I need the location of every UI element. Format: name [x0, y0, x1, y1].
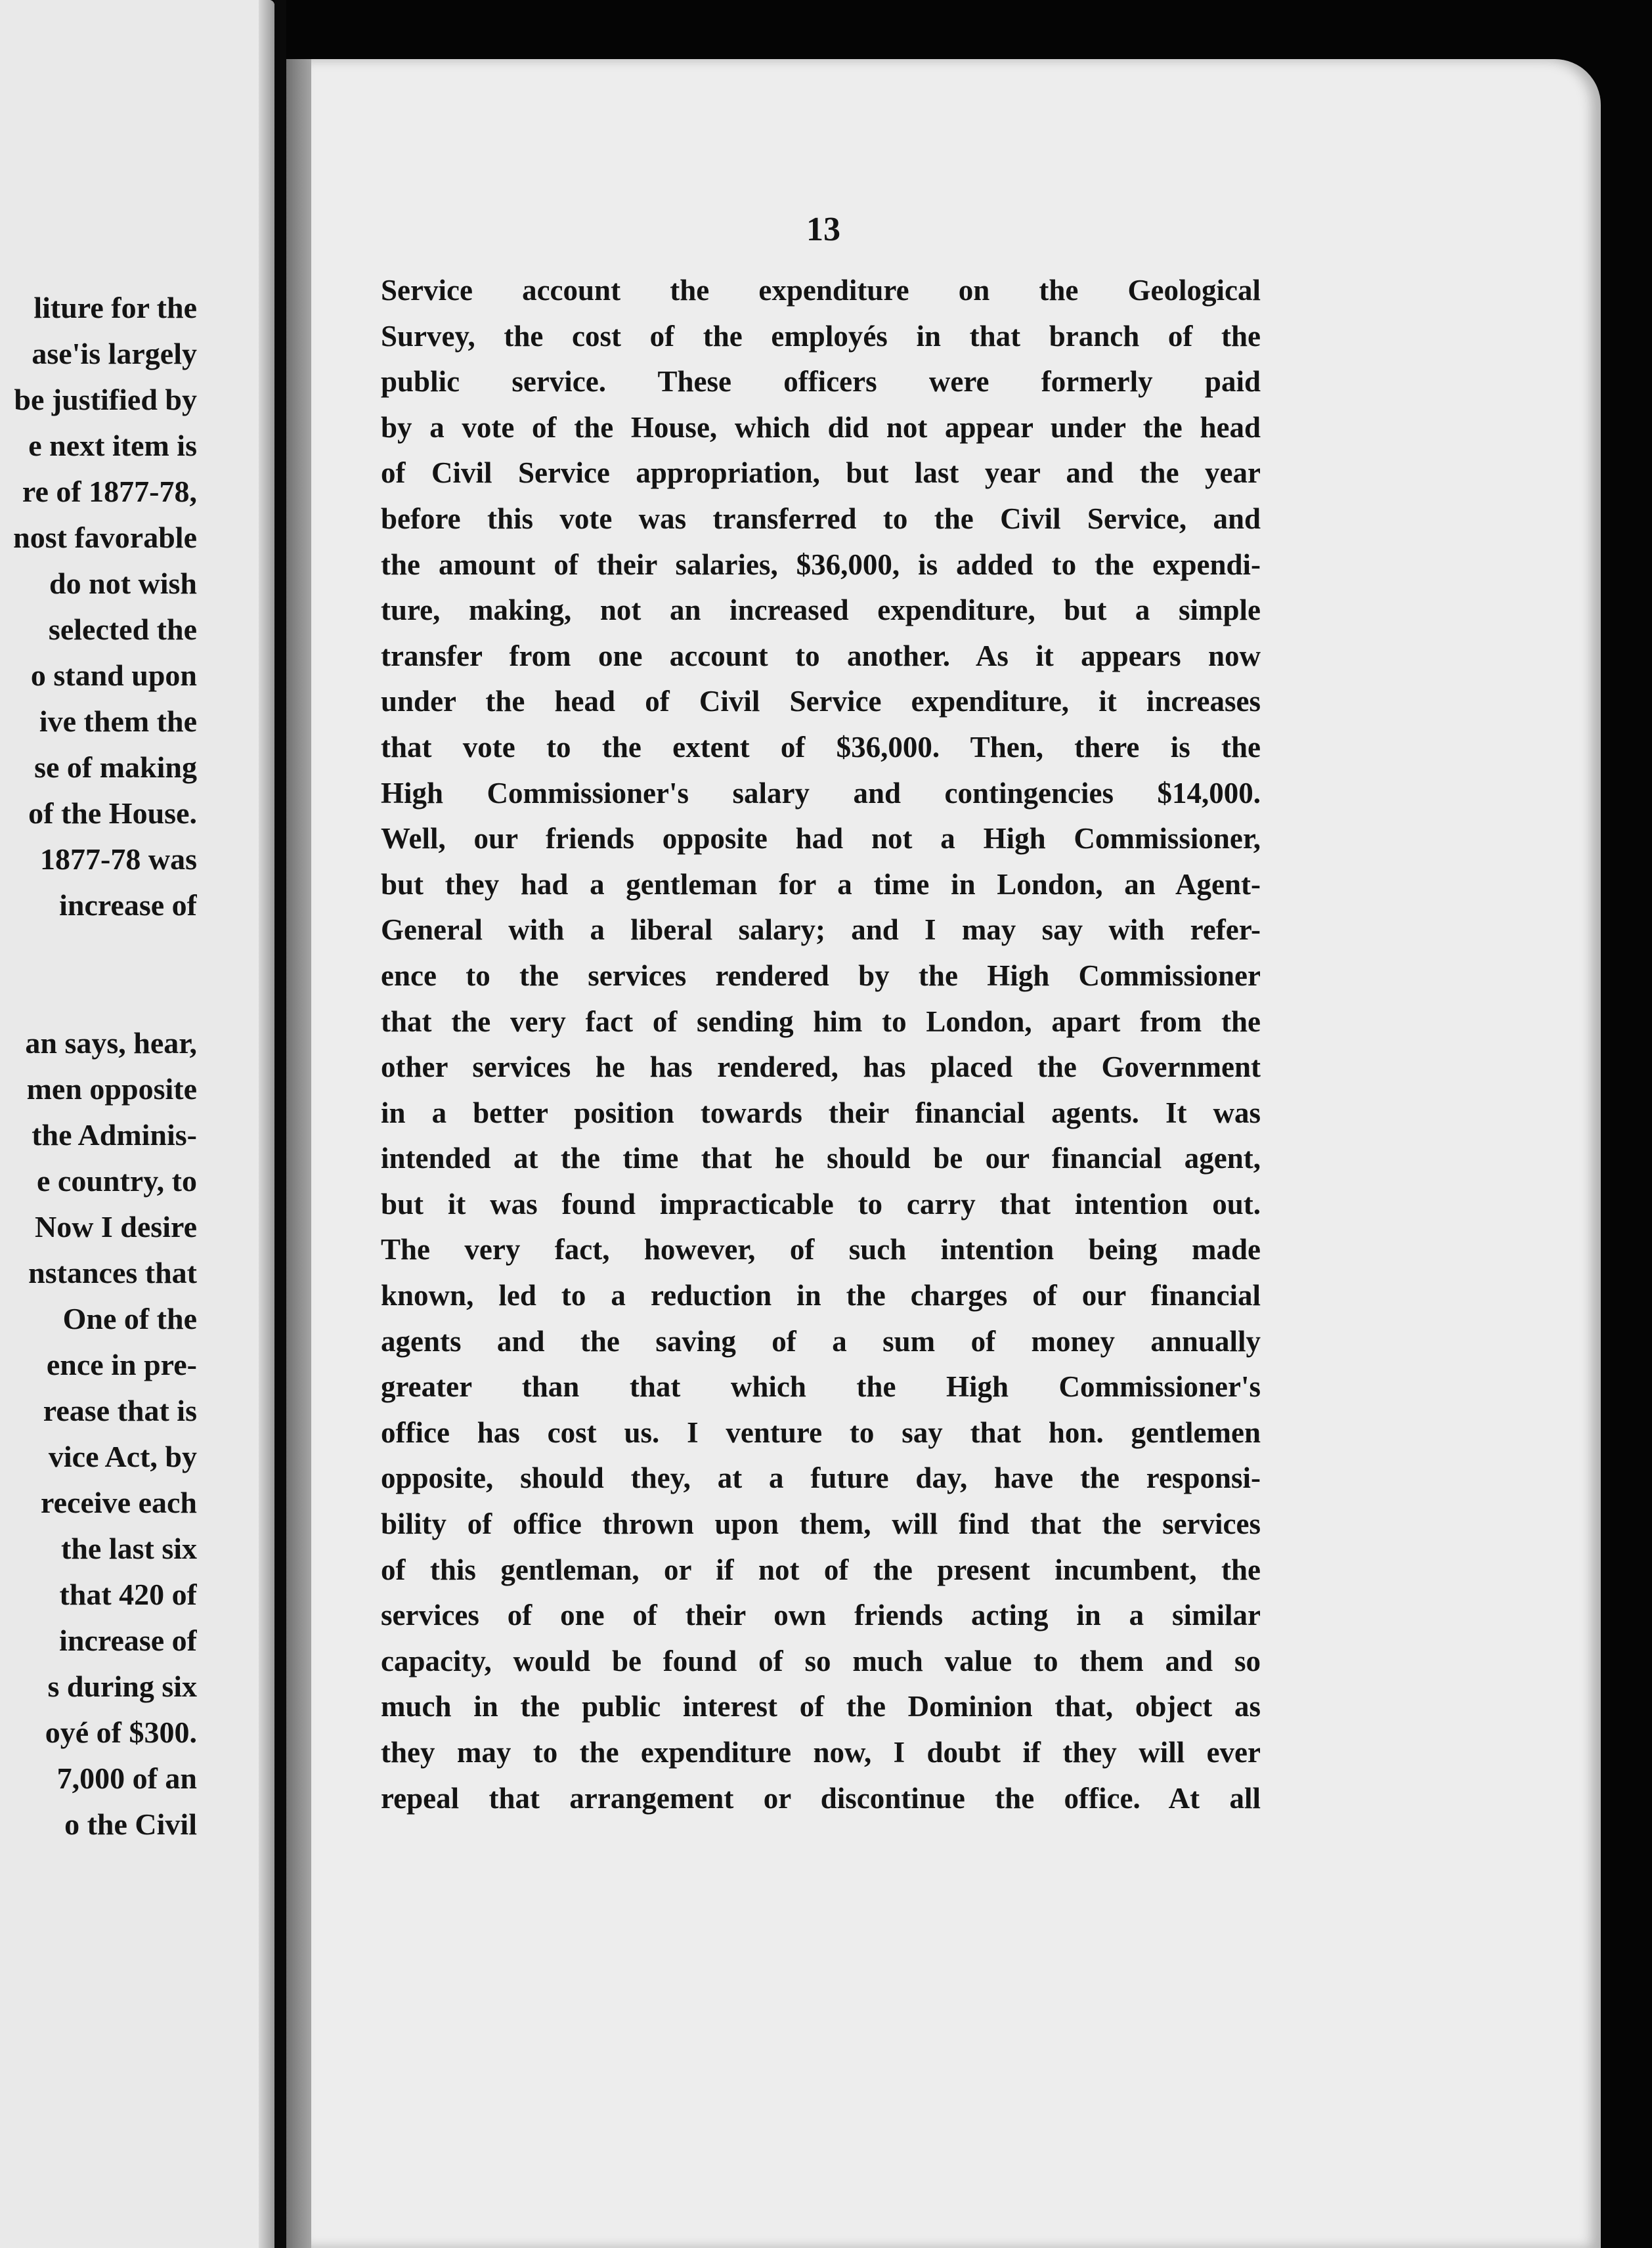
body-line: The very fact, however, of such intention being made: [381, 1233, 1261, 1266]
body-line: transfer from one account to another. As it appears now: [381, 639, 1261, 672]
body-line: greater than that which the High Commissioner's: [381, 1370, 1261, 1404]
body-line: bility of office thrown upon them, will find that the services: [381, 1507, 1261, 1541]
left-page-line: do not wish: [49, 567, 197, 600]
left-page-line: be justified by: [14, 383, 197, 416]
main-page: [311, 59, 1601, 2248]
left-page-line: e next item is: [28, 429, 197, 462]
body-line: but they had a gentleman for a time in London, an Agent-: [381, 867, 1261, 901]
left-page-line: se of making: [34, 750, 197, 784]
binding-strip: [286, 59, 311, 2248]
body-line: General with a liberal salary; and I may say with refer-: [381, 913, 1261, 947]
left-page-line: the last six: [61, 1532, 197, 1565]
left-page-line: oyé of $300.: [45, 1716, 197, 1749]
left-page-line: selected the: [48, 613, 197, 646]
left-page-line: liture for the: [33, 291, 197, 324]
body-line: they may to the expenditure now, I doubt if they will ever: [381, 1736, 1261, 1769]
left-page-line: re of 1877-78,: [22, 475, 197, 508]
body-line: services of one of their own friends acting in a similar: [381, 1599, 1261, 1632]
left-page-line: of the House.: [28, 796, 197, 830]
left-page-line: s during six: [47, 1670, 197, 1703]
body-line: known, led to a reduction in the charges of our financial: [381, 1279, 1261, 1312]
page-number: 13: [806, 211, 840, 248]
left-page-line: the Adminis-: [32, 1118, 197, 1152]
left-page-line: One of the: [62, 1302, 197, 1335]
left-page-line: e country, to: [36, 1164, 197, 1198]
left-page-line: [0, 974, 197, 1020]
body-line: public service. These officers were formerly paid: [381, 365, 1261, 399]
left-page-line: ase'is largely: [32, 337, 197, 370]
left-page-line: rease that is: [43, 1394, 197, 1427]
left-page-line: nstances that: [28, 1256, 197, 1289]
left-page-line: ive them the: [39, 704, 197, 738]
body-line: that vote to the extent of $36,000. Then, there is the: [381, 730, 1261, 764]
left-page-line: increase of: [59, 888, 197, 922]
left-page-text: [0, 285, 197, 1848]
left-page-line: an says, hear,: [25, 1026, 197, 1060]
left-page-line: that 420 of: [59, 1578, 197, 1611]
body-line: of this gentleman, or if not of the present incumbent, the: [381, 1553, 1261, 1586]
left-page-line: 7,000 of an: [56, 1762, 197, 1795]
body-line: Well, our friends opposite had not a High Commissioner,: [381, 822, 1261, 855]
left-page-line: nost favorable: [13, 521, 197, 554]
left-page-line: [0, 928, 197, 974]
left-page-line: increase of: [59, 1624, 197, 1657]
left-page-line: receive each: [41, 1486, 197, 1519]
binding-gap: [274, 0, 286, 2248]
body-line: before this vote was transferred to the Civil Service, and: [381, 502, 1261, 535]
left-page-line: o stand upon: [30, 659, 197, 692]
body-line: in a better position towards their financial agents. It was: [381, 1096, 1261, 1129]
left-page-line: men opposite: [26, 1072, 197, 1106]
body-line: the amount of their salaries, $36,000, is added to the expendi-: [381, 548, 1261, 581]
body-line: much in the public interest of the Dominion that, object as: [381, 1690, 1261, 1723]
left-page-gutter-shadow: [259, 0, 274, 2248]
left-facing-page: [0, 0, 274, 2248]
body-line: under the head of Civil Service expenditure, it increases: [381, 685, 1261, 718]
body-line: repeal that arrangement or discontinue the office. At all: [381, 1781, 1261, 1815]
body-line: High Commissioner's salary and contingencies $14,000.: [381, 776, 1261, 810]
body-line: agents and the saving of a sum of money annually: [381, 1324, 1261, 1358]
body-line: ture, making, not an increased expenditure, but a simple: [381, 594, 1261, 627]
body-line: Service account the expenditure on the Geological: [381, 274, 1261, 307]
body-line: by a vote of the House, which did not appear under the head: [381, 410, 1261, 444]
body-line: other services he has rendered, has placed the Government: [381, 1050, 1261, 1084]
body-line: that the very fact of sending him to London, apart from the: [381, 1005, 1261, 1038]
body-line: ence to the services rendered by the High Commissioner: [381, 959, 1261, 992]
body-line: intended at the time that he should be our financial agent,: [381, 1142, 1261, 1175]
body-text: [381, 268, 1261, 1821]
left-page-line: ence in pre-: [46, 1348, 197, 1381]
body-line: capacity, would be found of so much value to them and so: [381, 1644, 1261, 1677]
left-page-line: o the Civil: [64, 1807, 197, 1841]
left-page-line: vice Act, by: [48, 1440, 197, 1473]
left-page-line: 1877-78 was: [40, 842, 197, 876]
body-line: of Civil Service appropriation, but last year and the year: [381, 456, 1261, 490]
body-line: but it was found impracticable to carry that intention out.: [381, 1187, 1261, 1221]
body-line: Survey, the cost of the employés in that branch of the: [381, 319, 1261, 353]
left-page-line: Now I desire: [34, 1210, 197, 1243]
body-line: opposite, should they, at a future day, have the responsi-: [381, 1461, 1261, 1495]
body-line: office has cost us. I venture to say that hon. gentlemen: [381, 1416, 1261, 1449]
